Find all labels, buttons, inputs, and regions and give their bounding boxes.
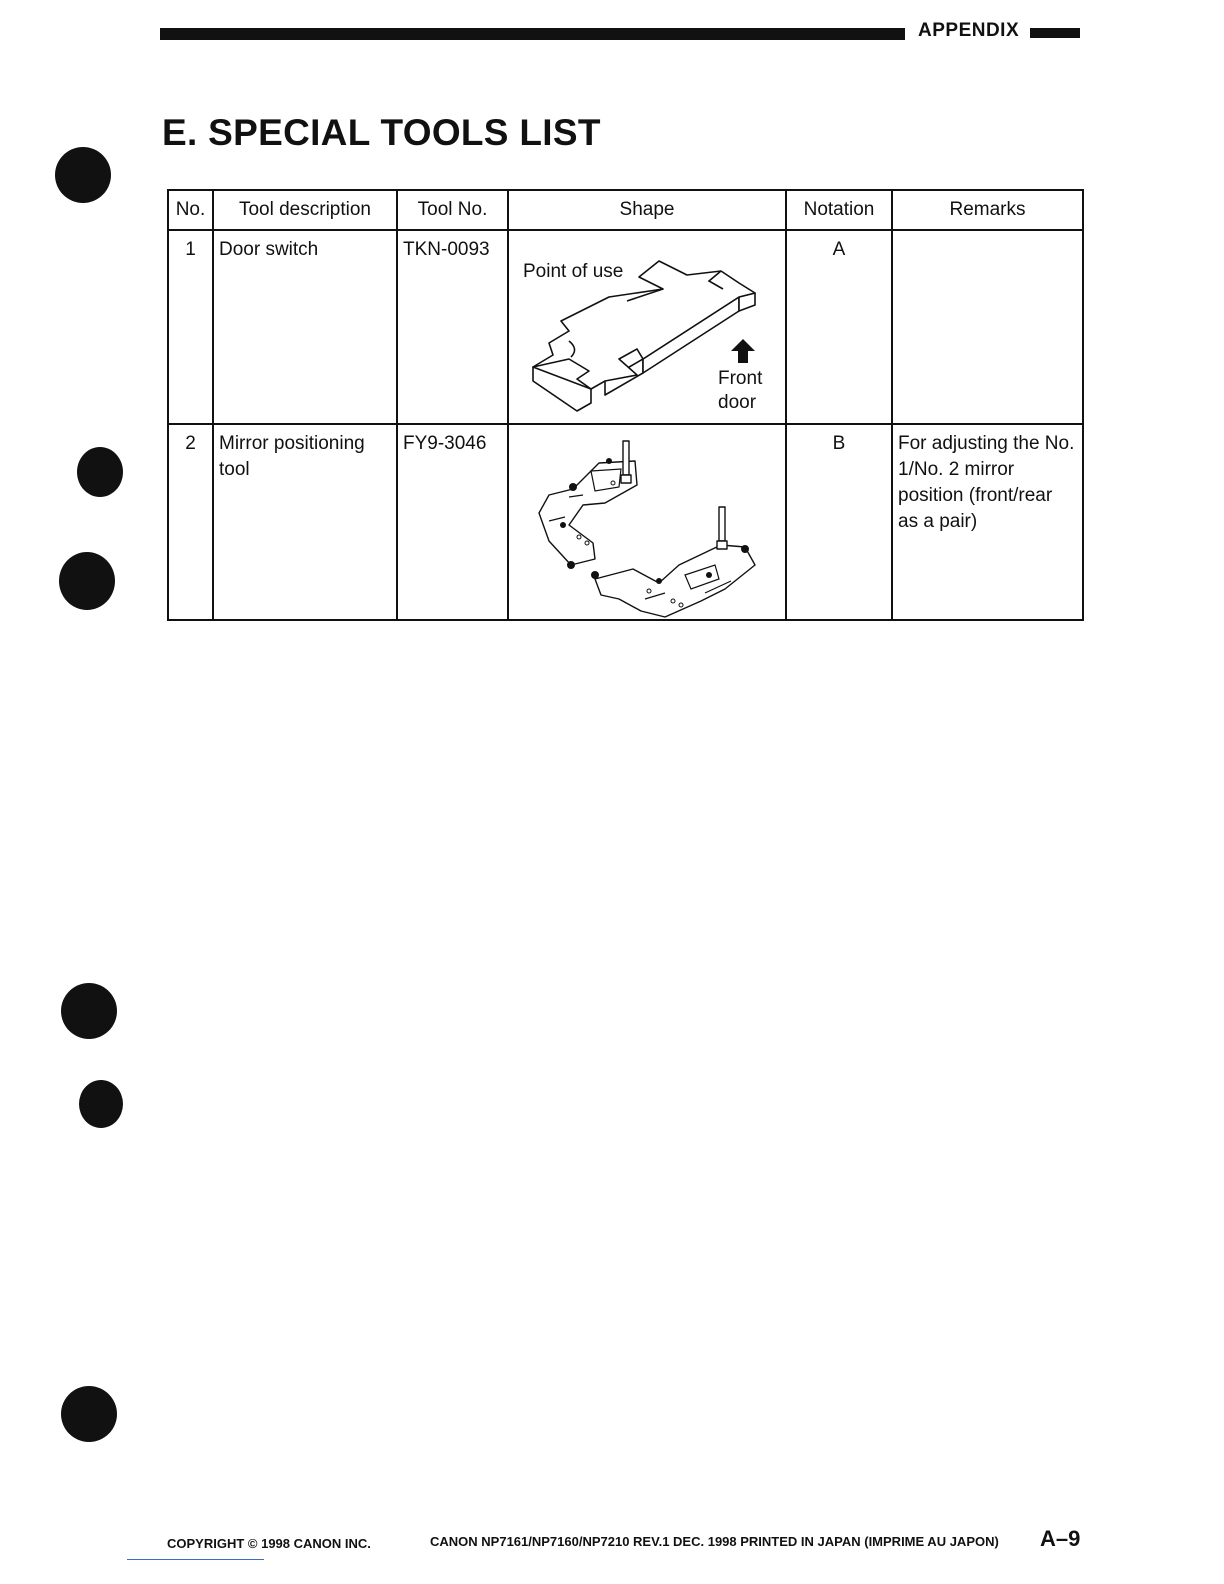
table-header-row — [168, 190, 1083, 230]
row-number: 1 — [168, 230, 213, 424]
tool-number: TKN-0093 — [397, 230, 508, 424]
front-arrow-icon — [731, 339, 755, 363]
page-number: A–9 — [1040, 1526, 1081, 1551]
special-tools-table — [167, 189, 1084, 621]
front-label: Front — [718, 368, 763, 389]
tool-remarks: For adjusting the No. 1/No. 2 mirror position (front/rear as a pair) — [892, 424, 1083, 620]
table-row — [168, 230, 1083, 424]
tool-shape-cell — [508, 230, 786, 424]
binder-hole-2 — [77, 447, 123, 497]
footer-model-info: CANON NP7161/NP7160/NP7210 REV.1 DEC. 1998 PRINTED IN JAPAN (IMPRIME AU JAPON) — [430, 1534, 999, 1549]
col-header-tool-description: Tool description — [213, 190, 397, 230]
table-row — [168, 424, 1083, 620]
binder-hole-3 — [59, 552, 115, 610]
col-header-tool-no: Tool No. — [397, 190, 508, 230]
header-end-bar — [1030, 28, 1080, 38]
tool-description: Door switch — [213, 230, 397, 424]
row-number: 2 — [168, 424, 213, 620]
page-title: E. SPECIAL TOOLS LIST — [162, 112, 601, 153]
header-section-label: APPENDIX — [918, 20, 1020, 41]
point-of-use-label: Point of use — [523, 261, 624, 282]
tool-number: FY9-3046 — [397, 424, 508, 620]
binder-hole-6 — [61, 1386, 117, 1442]
door-label: door — [718, 392, 757, 413]
mirror-positioning-tool-illustration — [509, 425, 785, 619]
footer-copyright: COPYRIGHT © 1998 CANON INC. — [167, 1536, 371, 1551]
col-header-shape: Shape — [508, 190, 786, 230]
tool-notation: B — [786, 424, 892, 620]
tool-remarks — [892, 230, 1083, 424]
col-header-no: No. — [168, 190, 213, 230]
binder-hole-4 — [61, 983, 117, 1039]
front-door-label — [718, 367, 762, 415]
binder-hole-1 — [55, 147, 111, 203]
tool-notation: A — [786, 230, 892, 424]
tool-shape-cell — [508, 424, 786, 620]
header-rule-bar — [160, 28, 905, 40]
tool-description: Mirror positioning tool — [213, 424, 397, 620]
col-header-notation: Notation — [786, 190, 892, 230]
col-header-remarks: Remarks — [892, 190, 1083, 230]
footer-underline — [127, 1559, 264, 1560]
binder-hole-5 — [79, 1080, 123, 1128]
